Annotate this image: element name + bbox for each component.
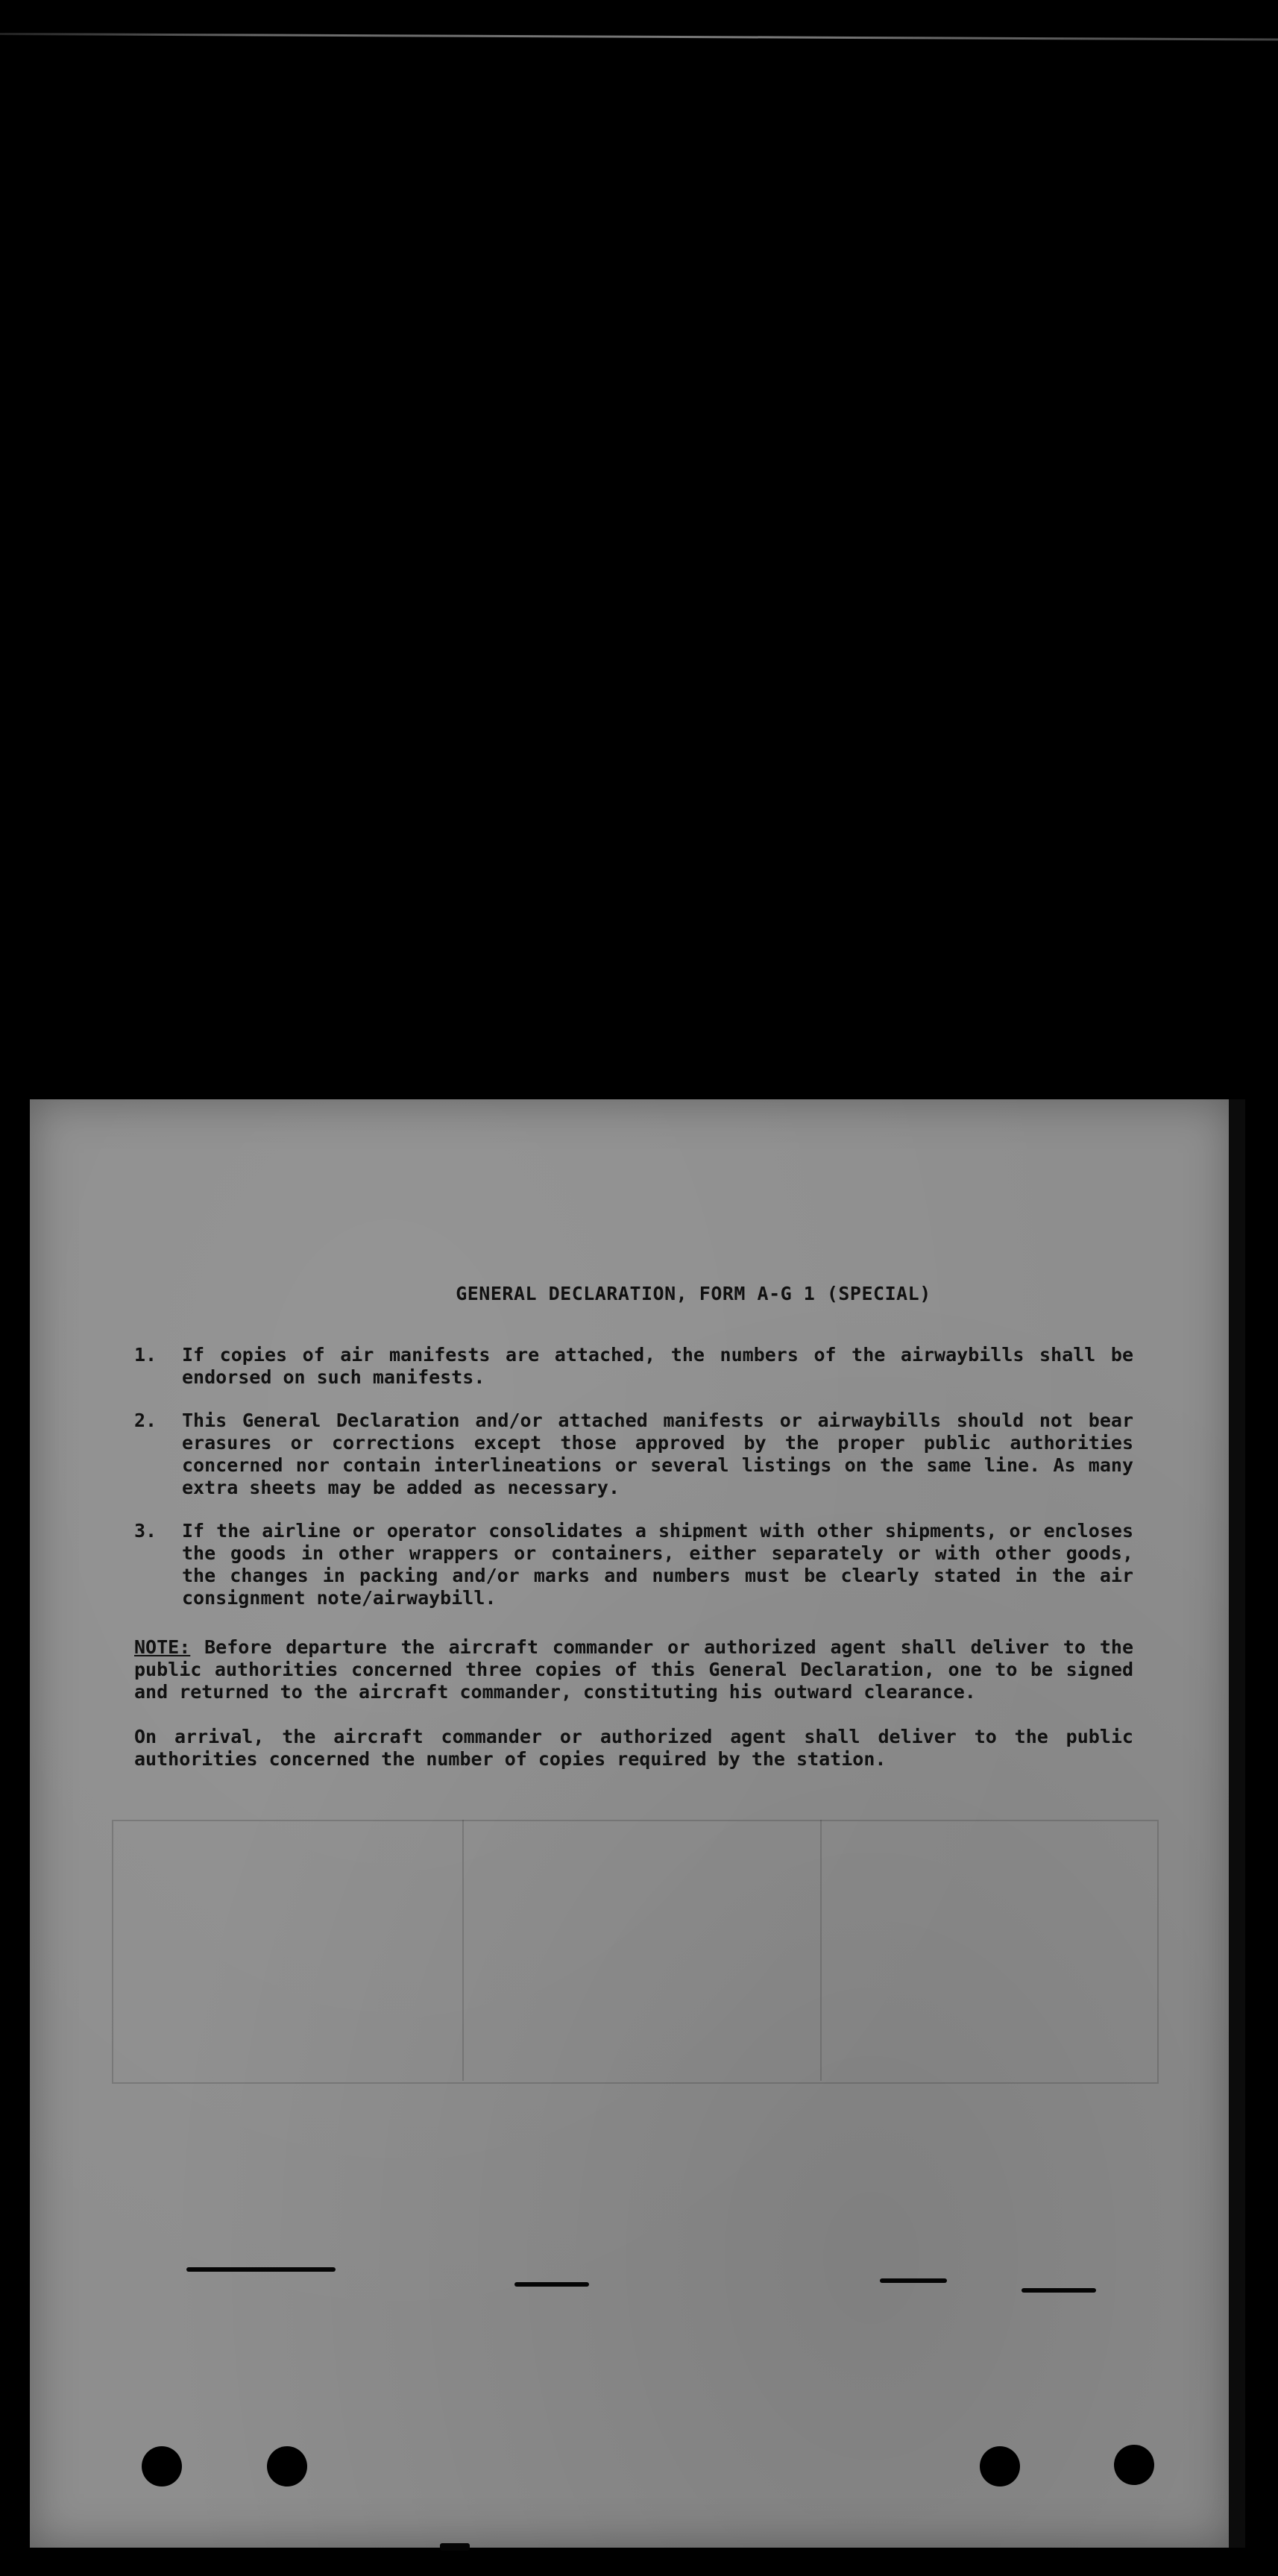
- arrival-paragraph: On arrival, the aircraft commander or authorized agent shall deliver to the public authorities concerned the number of copies required by the station.: [134, 1726, 1133, 1770]
- scan-speck: [1022, 2288, 1096, 2293]
- list-item-text: If copies of air manifests are attached, the numbers of the airwaybills shall be endorsed on such manifests.: [182, 1344, 1133, 1388]
- list-item: [134, 1344, 1133, 1389]
- page-title: GENERAL DECLARATION, FORM A-G 1 (SPECIAL): [456, 1283, 931, 1304]
- note-text: Before departure the aircraft commander or authorized agent shall deliver to the public authorities concerned three copies of this General Declaration, one to be signed and returned to the aircraft commander, constituting his outward clearance.: [134, 1636, 1133, 1703]
- list-item-text: If the airline or operator consolidates a shipment with other shipments, or encloses the goods in other wrappers or containers, either separately or with other goods, the changes in packing and/or marks and numbers must be clearly stated in the air consignment note/airwaybill.: [182, 1520, 1133, 1609]
- punch-hole: [142, 2446, 182, 2487]
- list-item-number: 3.: [134, 1520, 157, 1542]
- film-edge-line: [0, 33, 1278, 40]
- declaration-text-block: [134, 1283, 1133, 1771]
- scan-speck: [880, 2278, 947, 2283]
- note-paragraph: [134, 1636, 1133, 1703]
- scan-speck: [514, 2282, 589, 2287]
- punch-hole: [980, 2446, 1020, 2487]
- punch-hole: [1114, 2445, 1154, 2485]
- page-edge-shadow: [1229, 1099, 1245, 2548]
- scan-speck: [186, 2267, 336, 2272]
- list-item: [134, 1520, 1133, 1609]
- list-item: [134, 1410, 1133, 1499]
- punch-hole: [267, 2446, 307, 2487]
- list-item-text: This General Declaration and/or attached manifests or airwaybills should not bear erasures or corrections except those approved by the proper public authorities concerned nor contain interlineations or several listings on the same line. As many extra sheets may be added as necessary.: [182, 1410, 1133, 1498]
- list-item-number: 2.: [134, 1410, 157, 1431]
- bleed-through-divider: [820, 1820, 822, 2081]
- list-item-number: 1.: [134, 1344, 157, 1366]
- note-label: NOTE:: [134, 1636, 191, 1658]
- scan-speck: [440, 2543, 470, 2551]
- bleed-through-table: [112, 1820, 1159, 2084]
- bleed-through-divider: [462, 1820, 465, 2081]
